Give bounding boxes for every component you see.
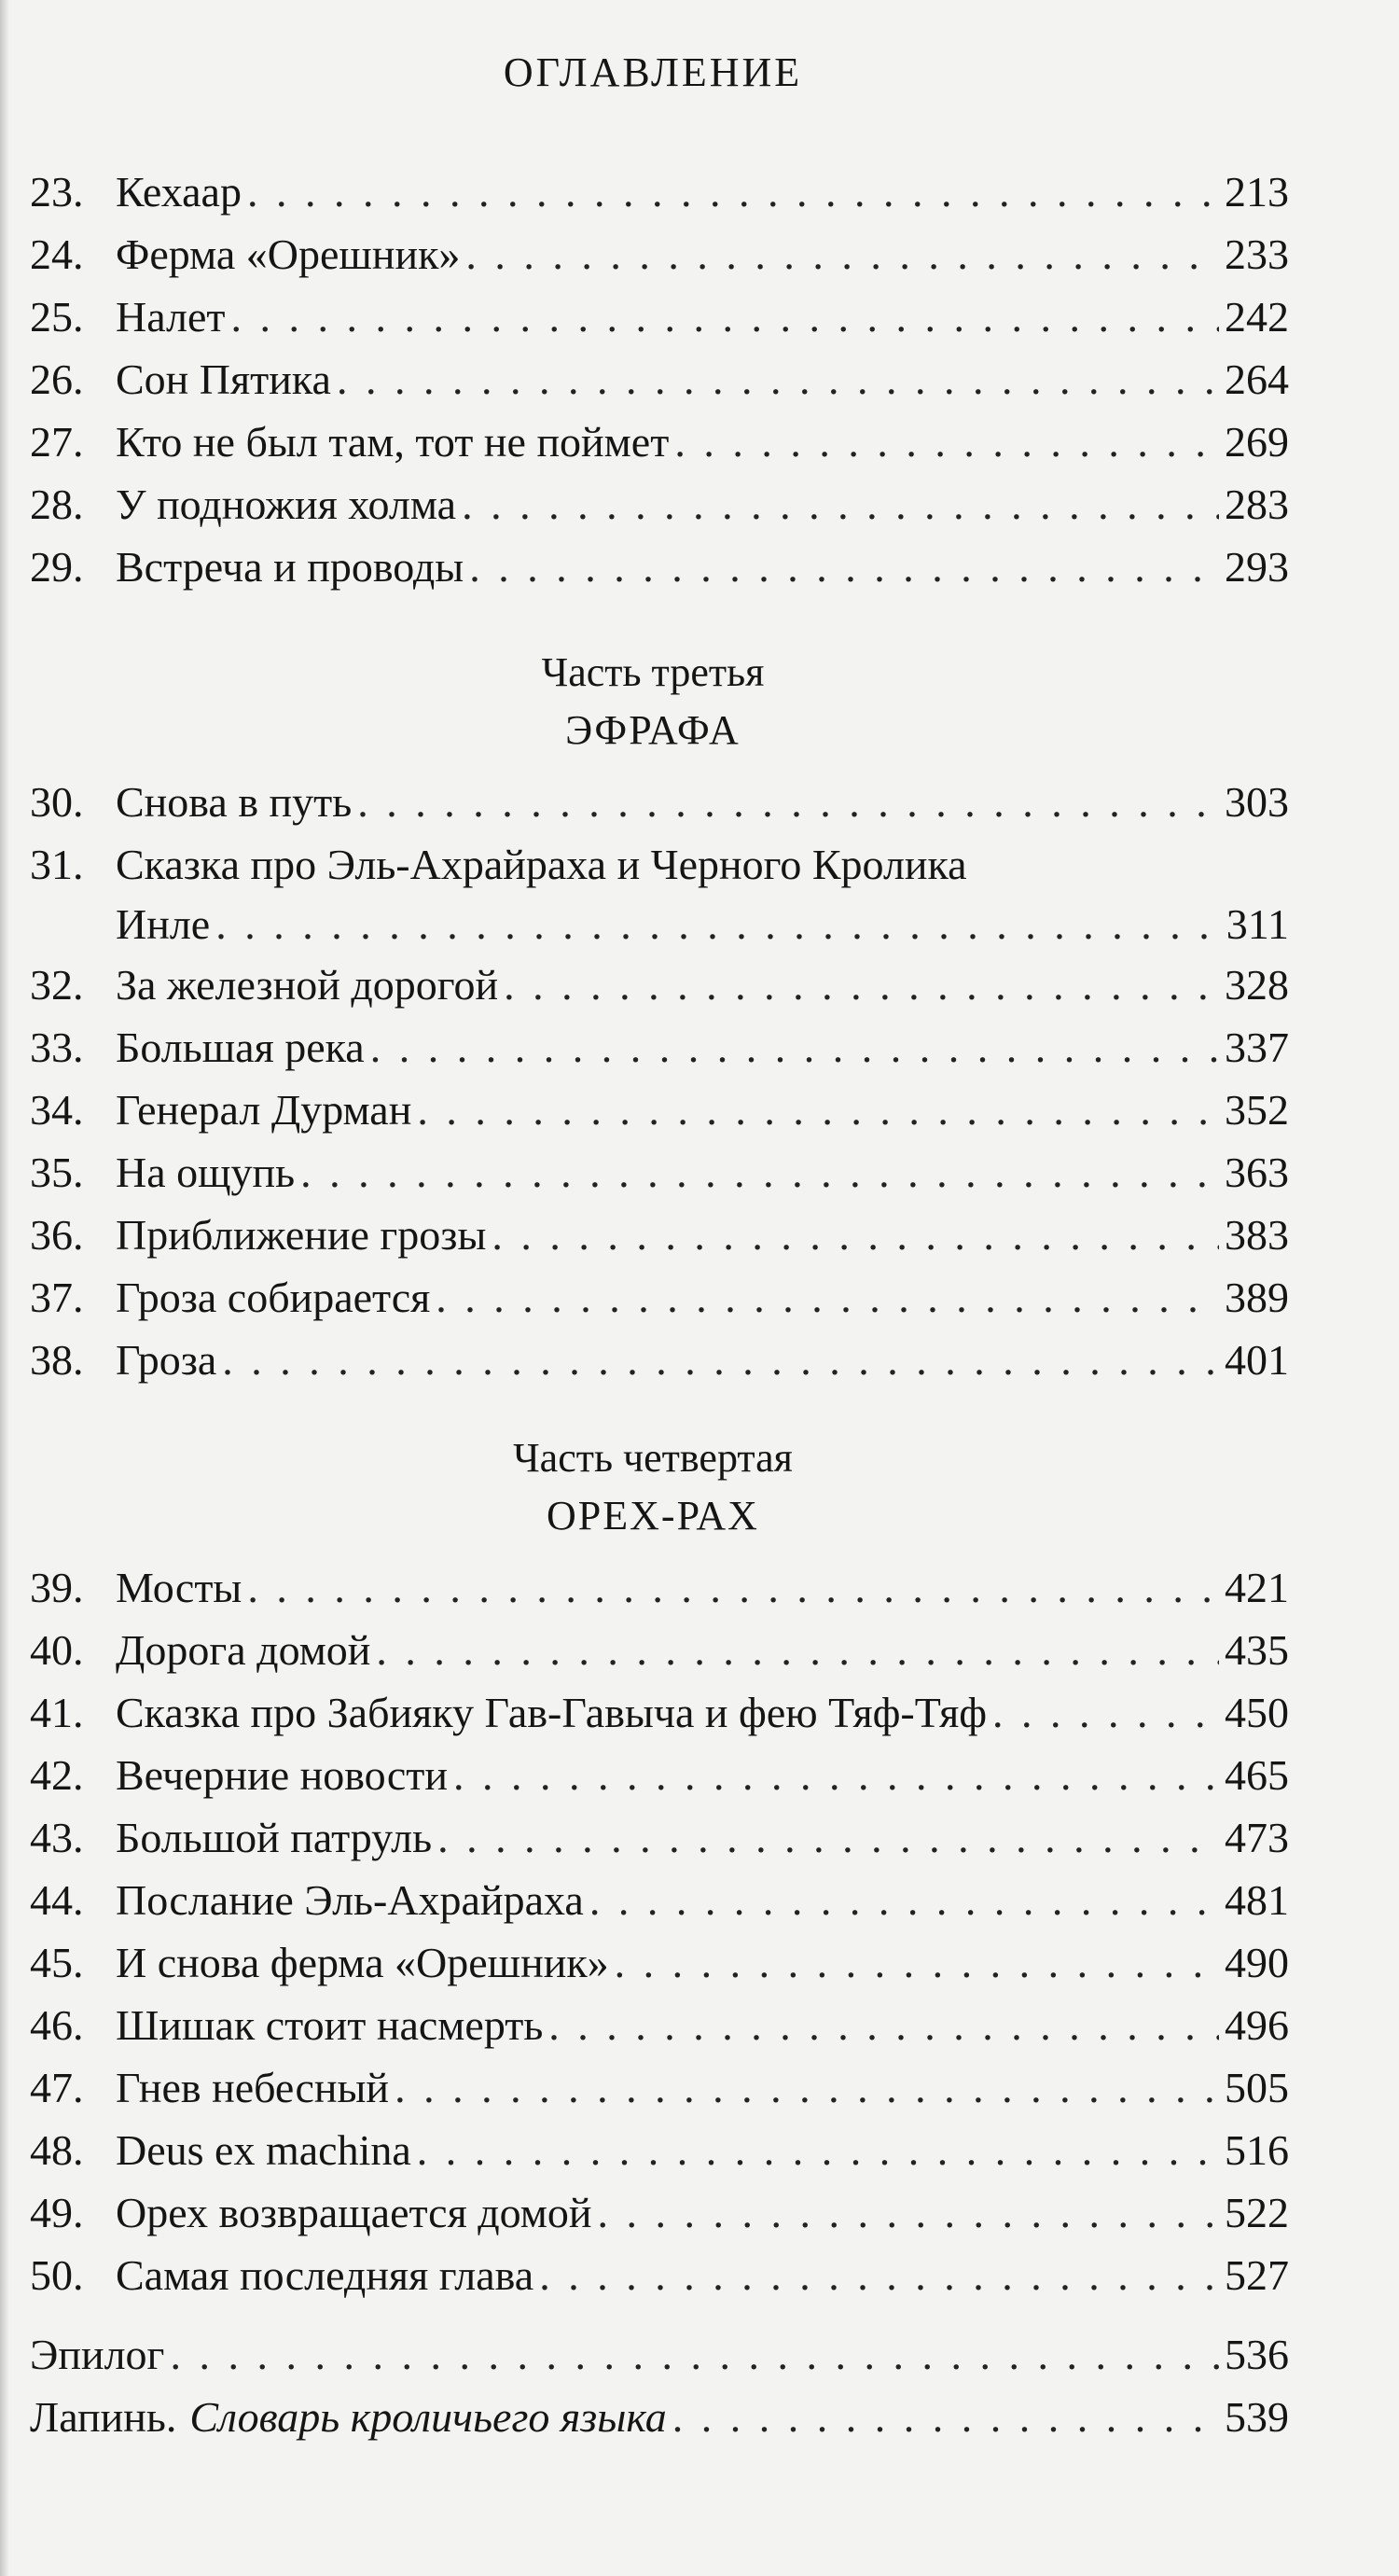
page-number: 539 <box>1225 2393 1289 2441</box>
chapter-title: Кто не был там, тот не поймет <box>116 418 670 466</box>
toc-entry[interactable] <box>30 1556 1289 1619</box>
chapter-title: Генерал Дурман <box>116 1086 412 1134</box>
dot-leader <box>417 1079 1219 1141</box>
toc-entry[interactable] <box>30 1141 1289 1204</box>
toc-entry[interactable] <box>30 1869 1289 1931</box>
chapter-number: 26. <box>30 355 84 403</box>
part-three-heading: Часть третья <box>541 649 765 695</box>
toc-entry[interactable] <box>30 954 1289 1016</box>
chapter-number: 30. <box>30 778 84 826</box>
page-number: 516 <box>1225 2126 1289 2174</box>
toc-entry[interactable] <box>30 160 1289 223</box>
dot-leader <box>370 1016 1219 1079</box>
chapter-number: 25. <box>30 293 84 341</box>
chapter-number: 27. <box>30 418 84 466</box>
chapter-number: 34. <box>30 1086 84 1134</box>
dot-leader <box>436 1266 1219 1329</box>
toc-entry[interactable] <box>30 411 1289 473</box>
chapter-title: На ощупь <box>116 1149 296 1196</box>
part-four-subheading: ОРЕХ-РАХ <box>547 1493 759 1539</box>
chapter-title: Гнев небесный <box>116 2064 390 2111</box>
toc-section-1 <box>30 160 1289 598</box>
chapter-title: Орех возвращается домой <box>116 2189 592 2236</box>
chapter-title: Большая река <box>116 1023 365 1071</box>
page-number: 293 <box>1225 543 1289 591</box>
chapter-title: Гроза <box>116 1336 217 1384</box>
page-number: 435 <box>1225 1626 1289 1674</box>
dot-leader <box>376 1619 1219 1681</box>
chapter-title: Мосты <box>116 1564 242 1611</box>
chapter-number: 32. <box>30 961 84 1009</box>
page-number: 337 <box>1225 1023 1289 1071</box>
toc-entry[interactable] <box>30 2119 1289 2181</box>
dot-leader <box>357 771 1219 833</box>
toc-entry-glossary[interactable] <box>30 2386 1289 2448</box>
chapter-number: 43. <box>30 1814 84 1861</box>
glossary-author: Лапинь. <box>30 2393 177 2441</box>
toc-entry[interactable] <box>30 2244 1289 2306</box>
chapter-number: 41. <box>30 1689 84 1736</box>
toc-entry[interactable] <box>30 1204 1289 1266</box>
page-number: 233 <box>1225 230 1289 278</box>
page-number: 213 <box>1225 168 1289 216</box>
toc-entry[interactable] <box>30 473 1289 536</box>
dot-leader <box>462 473 1219 536</box>
dot-leader <box>337 348 1219 411</box>
toc-entry[interactable] <box>30 348 1289 411</box>
page-number: 328 <box>1225 961 1289 1009</box>
page-number: 383 <box>1225 1211 1289 1259</box>
page-number: 450 <box>1225 1689 1289 1736</box>
dot-leader <box>504 954 1219 1016</box>
dot-leader <box>492 1204 1219 1266</box>
chapter-title: Большой патруль <box>116 1814 433 1861</box>
page-number: 481 <box>1225 1876 1289 1924</box>
chapter-number: 38. <box>30 1336 84 1384</box>
chapter-title: У подножия холма <box>116 480 457 528</box>
chapter-title: За железной дорогой <box>116 961 499 1009</box>
chapter-number: 39. <box>30 1564 84 1611</box>
chapter-title: Встреча и проводы <box>116 543 464 591</box>
page-number: 465 <box>1225 1751 1289 1799</box>
toc-entry[interactable] <box>30 2056 1289 2119</box>
chapter-number: 23. <box>30 168 84 216</box>
toc-entry[interactable] <box>30 536 1289 598</box>
toc-entry[interactable] <box>30 1266 1289 1329</box>
chapter-number: 28. <box>30 480 84 528</box>
chapter-number: 36. <box>30 1211 84 1259</box>
page-number: 363 <box>1225 1149 1289 1196</box>
page-number: 496 <box>1225 2001 1289 2049</box>
dot-leader <box>672 2386 1219 2448</box>
chapter-title: Послание Эль-Ахрайраха <box>116 1876 584 1924</box>
chapter-number: 40. <box>30 1626 84 1674</box>
page-number: 269 <box>1225 418 1289 466</box>
page-number: 522 <box>1225 2189 1289 2236</box>
toc-section-part-four <box>30 1556 1289 2306</box>
chapter-title: Сказка про Забияку Гав-Гавыча и фею Тяф-Тяф <box>116 1689 988 1736</box>
chapter-title: Самая последняя глава <box>116 2251 534 2299</box>
dot-leader <box>992 1681 1219 1744</box>
dot-leader <box>674 411 1219 473</box>
dot-leader <box>469 536 1219 598</box>
toc-entry[interactable] <box>30 223 1289 285</box>
chapter-title: Кехаар <box>116 168 242 216</box>
toc-entry[interactable] <box>30 1806 1289 1869</box>
dot-leader <box>417 2119 1219 2181</box>
dot-leader <box>465 223 1219 285</box>
chapter-number: 42. <box>30 1751 84 1799</box>
toc-section-part-three <box>30 771 1289 1391</box>
chapter-title: Ферма «Орешник» <box>116 230 461 278</box>
chapter-number: 24. <box>30 230 84 278</box>
page-number: 283 <box>1225 480 1289 528</box>
chapter-title: Вечерние новости <box>116 1751 448 1799</box>
toc-entry[interactable] <box>30 1931 1289 1994</box>
chapter-title: Приближение грозы <box>116 1211 487 1259</box>
page-title: ОГЛАВЛЕНИЕ <box>503 49 803 95</box>
toc-entry[interactable] <box>30 1329 1289 1391</box>
page-number: 242 <box>1225 293 1289 341</box>
dot-leader <box>453 1744 1219 1806</box>
chapter-title: Deus ex machina <box>116 2126 411 2174</box>
chapter-number: 37. <box>30 1274 84 1321</box>
page-number: 401 <box>1225 1336 1289 1384</box>
chapter-number: 50. <box>30 2251 84 2299</box>
page-number: 311 <box>1226 900 1289 948</box>
page-number: 352 <box>1225 1086 1289 1134</box>
chapter-number: 49. <box>30 2189 84 2236</box>
toc-entry[interactable] <box>30 771 1289 833</box>
page-edge <box>0 0 9 2576</box>
page-number: 527 <box>1225 2251 1289 2299</box>
toc-entry[interactable] <box>30 285 1289 348</box>
chapter-number: 46. <box>30 2001 84 2049</box>
chapter-number: 48. <box>30 2126 84 2174</box>
part-three-subheading: ЭФРАФА <box>565 707 741 753</box>
dot-leader <box>589 1869 1219 1931</box>
chapter-number: 31. <box>30 841 84 888</box>
part-four-heading: Часть четвертая <box>513 1435 793 1481</box>
chapter-number: 35. <box>30 1149 84 1196</box>
toc-section-backmatter <box>30 2323 1289 2448</box>
toc-entry-epilogue[interactable] <box>30 2323 1289 2386</box>
chapter-title: Сон Пятика <box>116 355 331 403</box>
toc-entry[interactable] <box>30 2181 1289 2244</box>
page-number: 303 <box>1225 778 1289 826</box>
page-number: 490 <box>1225 1939 1289 1986</box>
dot-leader <box>247 160 1219 223</box>
chapter-number: 45. <box>30 1939 84 1986</box>
dot-leader <box>231 285 1219 348</box>
page-number: 389 <box>1225 1274 1289 1321</box>
chapter-number: 44. <box>30 1876 84 1924</box>
dot-leader <box>615 1931 1219 1994</box>
toc-entry[interactable] <box>30 1744 1289 1806</box>
chapter-title: Сказка про Эль-Ахрайраха и Черного Кролика <box>116 841 967 888</box>
chapter-number: 47. <box>30 2064 84 2111</box>
toc-entry[interactable] <box>30 1994 1289 2056</box>
toc-entry[interactable] <box>30 833 1289 954</box>
page-number: 536 <box>1225 2331 1289 2378</box>
page-number: 473 <box>1225 1814 1289 1861</box>
chapter-title: Дорога домой <box>116 1626 371 1674</box>
dot-leader <box>170 2323 1219 2386</box>
page-number: 505 <box>1225 2064 1289 2111</box>
dot-leader <box>548 1994 1219 2056</box>
toc-entry[interactable] <box>30 1619 1289 1681</box>
chapter-number: 33. <box>30 1023 84 1071</box>
dot-leader <box>300 1141 1219 1204</box>
chapter-title: И снова ферма «Орешник» <box>116 1939 609 1986</box>
chapter-number: 29. <box>30 543 84 591</box>
chapter-title-continued: Инле <box>116 900 211 948</box>
epilogue-title: Эпилог <box>30 2331 165 2378</box>
glossary-title: Словарь кроличьего языка <box>189 2393 667 2441</box>
chapter-title: Шишак стоит насмерть <box>116 2001 544 2049</box>
page-number: 264 <box>1225 355 1289 403</box>
dot-leader <box>222 1329 1219 1391</box>
dot-leader <box>215 896 1220 954</box>
dot-leader <box>247 1556 1219 1619</box>
dot-leader <box>395 2056 1219 2119</box>
toc-entry[interactable] <box>30 1016 1289 1079</box>
chapter-title: Налет <box>116 293 226 341</box>
dot-leader <box>437 1806 1219 1869</box>
page-number: 421 <box>1225 1564 1289 1611</box>
toc-entry[interactable] <box>30 1681 1289 1744</box>
dot-leader <box>539 2244 1219 2306</box>
chapter-title: Снова в путь <box>116 778 353 826</box>
toc-entry[interactable] <box>30 1079 1289 1141</box>
chapter-title: Гроза собирается <box>116 1274 431 1321</box>
dot-leader <box>598 2181 1220 2244</box>
